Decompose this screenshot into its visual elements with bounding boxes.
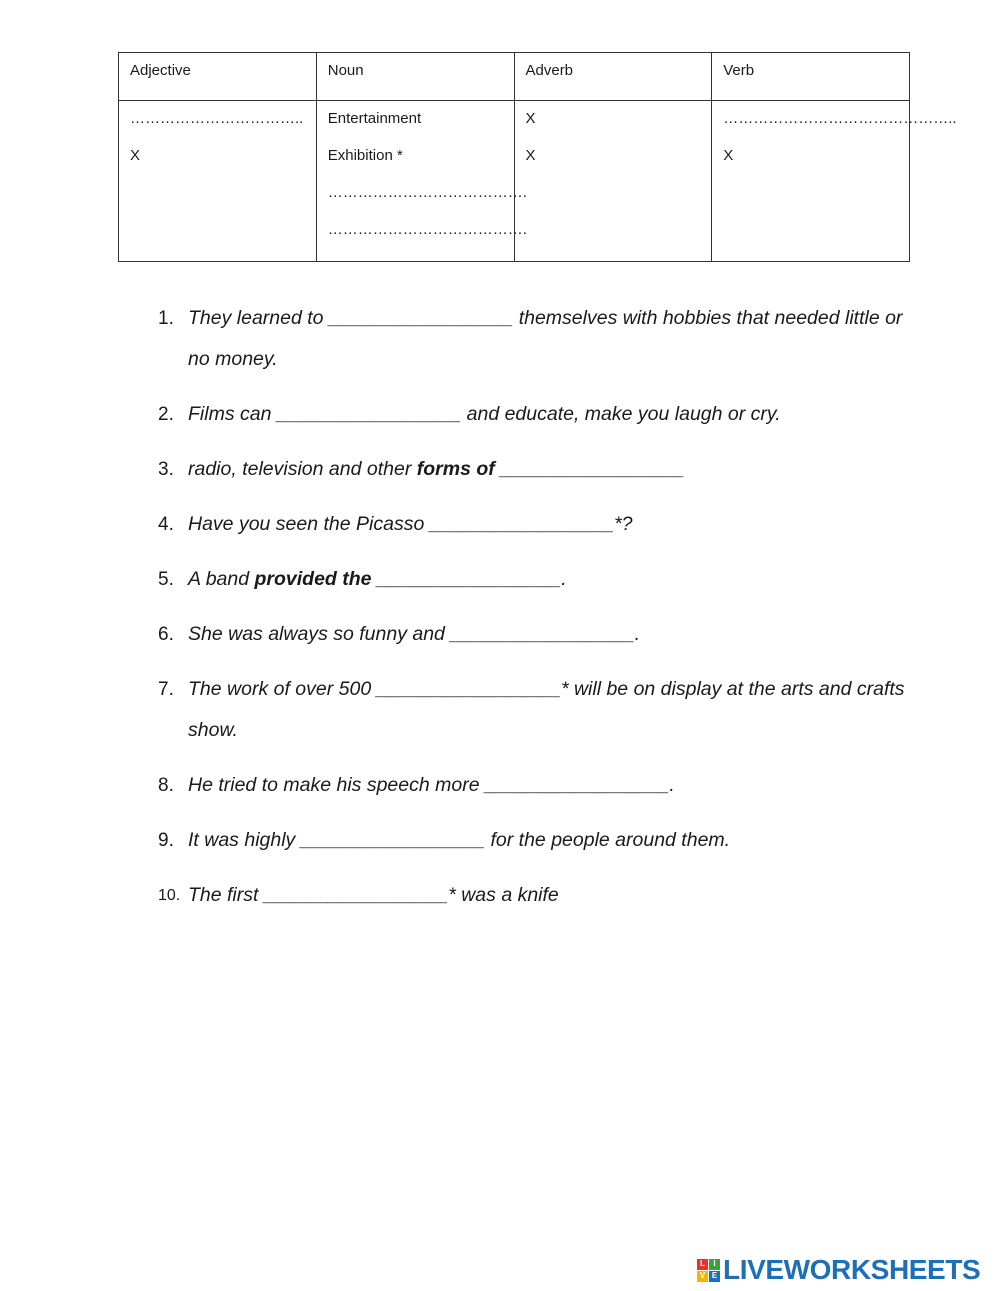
question-text bbox=[188, 875, 918, 916]
header-adjective: Adjective bbox=[119, 53, 317, 101]
question-item bbox=[158, 669, 918, 751]
question-text-segment: radio, television and other bbox=[188, 458, 417, 480]
question-text bbox=[188, 394, 918, 435]
header-verb: Verb bbox=[712, 53, 910, 101]
question-item bbox=[158, 559, 918, 600]
adjective-cell bbox=[119, 101, 317, 262]
question-text-segment: _________________ bbox=[494, 458, 685, 480]
verb-blank[interactable]: ……………………………………….. bbox=[723, 110, 957, 127]
question-text bbox=[188, 559, 918, 600]
noun-exhibition: Exhibition * bbox=[327, 147, 403, 164]
question-text bbox=[188, 504, 918, 545]
header-adverb: Adverb bbox=[514, 53, 712, 101]
question-list bbox=[158, 298, 918, 916]
question-text bbox=[188, 765, 918, 806]
question-number: 9. bbox=[158, 830, 174, 851]
question-item bbox=[158, 820, 918, 861]
word-forms-table bbox=[118, 52, 957, 262]
liveworksheets-logo bbox=[697, 1253, 980, 1287]
question-text bbox=[188, 820, 918, 861]
question-number: 7. bbox=[158, 679, 174, 700]
adverb-x-1: X bbox=[525, 110, 536, 127]
question-number: 10. bbox=[158, 887, 181, 904]
logo-letter-tile: L bbox=[697, 1259, 708, 1270]
question-bold-text: provided the bbox=[254, 568, 372, 590]
question-text bbox=[188, 669, 918, 751]
header-noun: Noun bbox=[316, 53, 514, 101]
question-text-segment: Have you seen the Picasso _________________*? bbox=[188, 513, 633, 535]
logo-text: LIVEWORKSHEETS bbox=[723, 1254, 981, 1285]
noun-cell bbox=[316, 101, 527, 262]
question-bold-text: forms of bbox=[416, 458, 495, 480]
adverb-x-2: X bbox=[525, 147, 536, 164]
logo-letter-tile: I bbox=[709, 1259, 720, 1270]
question-number: 2. bbox=[158, 404, 174, 425]
question-item bbox=[158, 394, 918, 435]
noun-blank-1[interactable]: …………………………………. bbox=[327, 184, 527, 201]
question-text bbox=[188, 614, 918, 655]
question-item bbox=[158, 614, 918, 655]
logo-letter-tile: V bbox=[697, 1271, 708, 1282]
question-text-segment: The work of over 500 _________________* will be on display at the arts and crafts show. bbox=[188, 678, 905, 741]
question-text-segment: She was always so funny and _________________. bbox=[188, 623, 641, 645]
question-number: 3. bbox=[158, 459, 174, 480]
question-text bbox=[188, 449, 918, 490]
question-item bbox=[158, 449, 918, 490]
question-item bbox=[158, 875, 918, 916]
adjective-x: X bbox=[130, 147, 141, 164]
noun-entertainment: Entertainment bbox=[327, 110, 422, 127]
question-text-segment: A band bbox=[188, 568, 255, 590]
question-item bbox=[158, 765, 918, 806]
verb-cell bbox=[712, 101, 957, 262]
noun-blank-2[interactable]: …………………………………. bbox=[327, 221, 527, 238]
question-text-segment: He tried to make his speech more _________________. bbox=[188, 774, 675, 796]
logo-icon bbox=[697, 1259, 720, 1282]
adverb-cell bbox=[514, 101, 712, 262]
question-text-segment: It was highly _________________ for the people around them. bbox=[188, 829, 731, 851]
question-number: 1. bbox=[158, 308, 174, 329]
question-number: 4. bbox=[158, 514, 174, 535]
question-text-segment: They learned to _________________ themselves with hobbies that needed little or no money. bbox=[188, 307, 903, 370]
adjective-blank[interactable]: …………………………….. bbox=[130, 110, 304, 127]
question-text-segment: Films can _________________ and educate, make you laugh or cry. bbox=[188, 403, 781, 425]
question-number: 6. bbox=[158, 624, 174, 645]
question-text-segment: _________________. bbox=[371, 568, 567, 590]
question-number: 8. bbox=[158, 775, 174, 796]
question-item bbox=[158, 504, 918, 545]
question-item bbox=[158, 298, 918, 380]
question-text-segment: The first _________________* was a knife bbox=[188, 884, 559, 906]
verb-x: X bbox=[723, 147, 734, 164]
question-text bbox=[188, 298, 918, 380]
question-number: 5. bbox=[158, 569, 174, 590]
logo-letter-tile: E bbox=[709, 1271, 720, 1282]
